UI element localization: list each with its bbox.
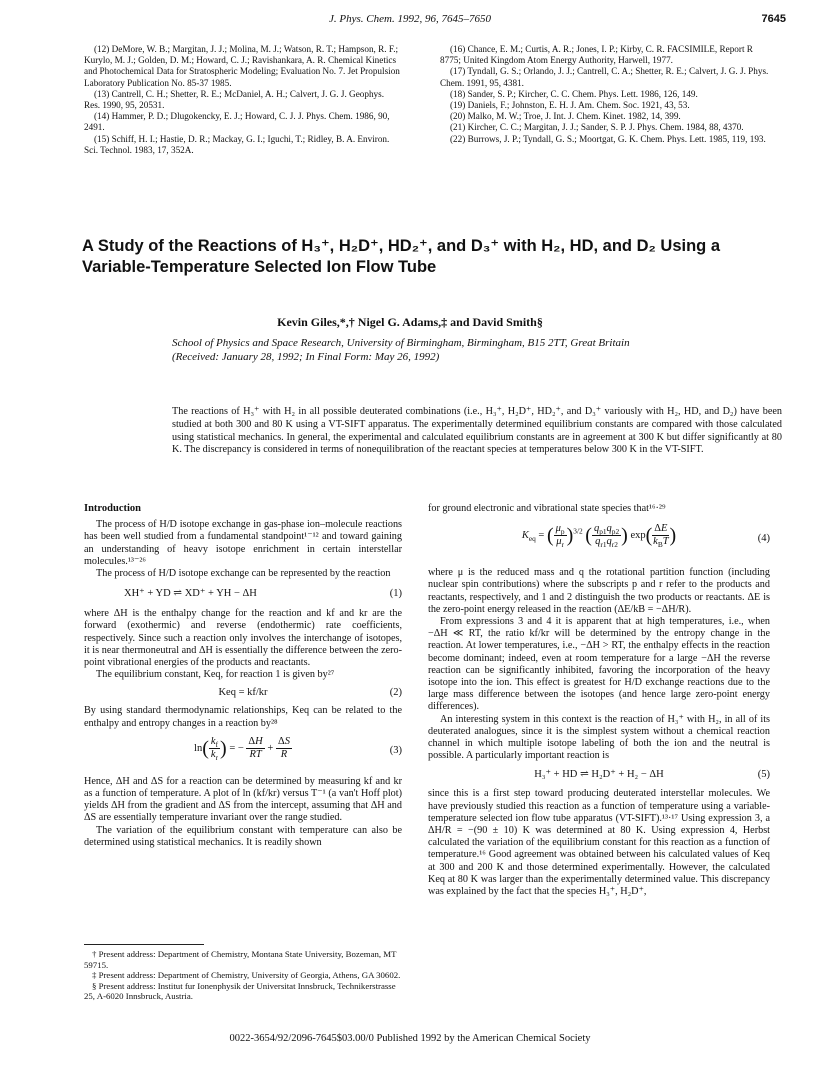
footnote: § Present address: Institut fur Ionenphysik der Universitat Innsbruck, Technikerstrasse 25, A-6020 Innsbruck, Austria. — [84, 980, 396, 1002]
reference-item: (14) Hammer, P. D.; Dlugokencky, E. J.; Howard, C. J. J. Phys. Chem. 1986, 90, 2491. — [84, 111, 390, 133]
equation-3 — [84, 730, 402, 776]
equation-number: (1) — [389, 588, 402, 600]
equation-body: Keq = kf/kr — [218, 687, 268, 699]
equation-body: H₃⁺ + HD ⇌ H₂D⁺ + H₂ − ΔH — [534, 769, 664, 781]
references-left — [84, 44, 402, 156]
author-list: Kevin Giles,*,† Nigel G. Adams,‡ and David Smith§ — [277, 315, 543, 329]
paragraph: The process of H/D isotope exchange can be represented by the reaction — [96, 568, 391, 580]
copyright-line: 0022-3654/92/2096-7645$03.00/0 Published 1992 by the American Chemical Society — [229, 1033, 591, 1044]
section-heading-introduction: Introduction — [84, 503, 141, 514]
reference-item: (18) Sander, S. P.; Kircher, C. C. Chem. Phys. Lett. 1986, 126, 149. — [450, 88, 698, 99]
equation-2 — [84, 681, 402, 705]
right-column — [428, 503, 770, 898]
paragraph: The variation of the equilibrium constant with temperature can also be determined using statistical mechanics. It is readily shown — [84, 824, 402, 848]
paragraph: for ground electronic and vibrational state species that¹⁶·²⁹ — [428, 503, 666, 514]
reference-item: (21) Kircher, C. C.; Margitan, J. J.; Sander, S. P. J. Phys. Chem. 1984, 88, 4370. — [450, 122, 744, 133]
equation-number: (5) — [757, 769, 770, 781]
running-head: J. Phys. Chem. 1992, 96, 7645–7650 — [329, 13, 491, 25]
footnote: † Present address: Department of Chemistry, Montana State University, Bozeman, MT 59715. — [84, 949, 397, 970]
reference-item: (13) Cantrell, C. H.; Shetter, R. E.; McDaniel, A. H.; Calvert, J. G. J. Geophys. Res. 1990, 95, 20531. — [84, 88, 385, 111]
footnotes — [84, 949, 402, 1002]
page-number: 7645 — [761, 13, 786, 25]
received-dates: (Received: January 28, 1992; In Final Form: May 26, 1992) — [172, 351, 440, 363]
paragraph: By using standard thermodynamic relationships, Keq can be related to the enthalpy and entropy changes in a reaction by²⁸ — [84, 705, 402, 729]
paragraph: An interesting system in this context is the reaction of H₃⁺ with H₂, in all of its deuterated analogues, since it is the simplest system without a chemical reaction channel in which multiple isotope labeling of both the ion and the neutral is possible. A particularly important reaction is — [428, 713, 770, 762]
reference-item: (16) Chance, E. M.; Curtis, A. R.; Jones, I. P.; Kirby, C. R. FACSIMILE, Report R 8775; United Kingdom Atom Energy Authority, Harwell, 1977. — [440, 44, 753, 66]
reference-item: (12) DeMore, W. B.; Margitan, J. J.; Molina, M. J.; Watson, R. T.; Hampson, R. F.; Kurylo, M. J.; Golden, D. M.; Howard, C. J.; Ravishankara, A. R. Chemical Kinetics and Photochemical Data for Stratospheric Modeling; Evaluation No. 7. Jet Propulsion Laboratory Publication No. 85-37 1985. — [84, 44, 400, 88]
equation-body: ln( $\frac{k_f}{k_r}$ ) = − $\frac{\Delta H}{RT}$ + $\frac{\Delta S}{R}$ — [194, 735, 290, 763]
equation-body: XH⁺ + YD ⇌ XD⁺ + YH − ΔH — [124, 588, 257, 600]
paragraph: where ΔH is the enthalpy change for the reaction and kf and kr are the forward (exothermic) and reverse (endothermic) rate coefficients, respectively. Since such a reaction only involves the interchange of isotopes, it is near thermoneutral and ΔH is essentially the difference between the zero-point vibrational energies of the products and reactants. — [84, 608, 402, 669]
paragraph: The equilibrium constant, Keq, for reaction 1 is given by²⁷ — [96, 669, 335, 681]
left-column — [84, 503, 402, 849]
equation-number: (2) — [389, 687, 402, 699]
reference-item: (22) Burrows, J. P.; Tyndall, G. S.; Moortgat, G. K. Chem. Phys. Lett. 1985, 119, 193. — [450, 133, 766, 144]
footnote: ‡ Present address: Department of Chemistry, University of Georgia, Athens, GA 30602. — [92, 970, 401, 981]
affiliation-block — [172, 336, 772, 364]
equation-number: (3) — [389, 744, 402, 756]
footnote-rule — [84, 944, 204, 945]
paragraph: since this is a first step toward producing deuterated interstellar molecules. We have previously studied this reaction as a function of temperature using a variable-temperature selected ion flow tube apparatus (VT-SIFT).¹³·¹⁷ Using expression 3, a ΔH/R = −(90 ± 10) K was determined at 80 K. Using expression 4, Herbst calculated the variation of the equilibrium constant for this reaction as a function of temperature.¹⁶ Good agreement was obtained between his calculated values of Keq at 300 and 200 K and those determined experimentally. However, the calculated Keq at 80 K was larger than the experimentally determined value. This discrepancy was explained by the fact that the species H₃⁺, H₂D⁺, — [428, 788, 770, 898]
reference-item: (19) Daniels, F.; Johnston, E. H. J. Am. Chem. Soc. 1921, 43, 53. — [450, 100, 690, 111]
reference-item: (17) Tyndall, G. S.; Orlando, J. J.; Cantrell, C. A.; Shetter, R. E.; Calvert, J. G. J. Phys. Chem. 1991, 95, 4381. — [440, 66, 769, 88]
reference-item: (15) Schiff, H. I.; Hastie, D. R.; Mackay, G. I.; Iguchi, T.; Ridley, B. A. Environ. Sci. Technol. 1983, 17, 352A. — [84, 133, 390, 155]
equation-body: $K_{eq}$ = ( $\frac{\mu_p}{\mu_r}$ )$^{3/2}$ ( $\frac{q_{p1}q_{p2}}{q_{r1}q_{r2}}$ ) exp( $\frac{\Delta E}{k_BT}$ ) — [521, 523, 677, 550]
equation-1 — [84, 580, 402, 608]
paragraph: The process of H/D isotope exchange in gas-phase ion–molecule reactions has been well studied from a fundamental standpoint¹⁻¹² and toward gaining an understanding of heavy isotope enrichment in certain interstellar molecules.¹³⁻²⁶ — [84, 519, 402, 567]
abstract: The reactions of H₃⁺ with H₂ in all possible deuterated combinations (i.e., H₃⁺, H₂D⁺, HD₂⁺, and D₃⁺ variously with H₂, HD, and D₂) have been studied at both 300 and 80 K using a VT-SIFT apparatus. The experimentally determined equilibrium constants are compared with those calculated using statistical mechanics. In general, the experimental and calculated equilibrium constants are in agreement at 300 K but differ significantly at 80 K. The discrepancy is considered in terms of nonequilibration of the reactant species at temperatures below 300 K in the VT-SIFT. — [172, 406, 782, 456]
paragraph: Hence, ΔH and ΔS for a reaction can be determined by measuring kf and kr as a function of temperature. A plot of ln (kf/kr) versus T⁻¹ (a van't Hoff plot) yields ΔH from the gradient and ΔS from the intercept, assuming that ΔH and ΔS are essentially temperature invariant over the range studied. — [84, 775, 402, 824]
equation-5 — [428, 762, 770, 788]
references-right — [440, 44, 770, 145]
equation-number: (4) — [757, 533, 770, 545]
paragraph: From expressions 3 and 4 it is apparent that at high temperatures, i.e., when −ΔH ≪ RT, the ratio kf/kr will be determined by the entropy change in the reaction. At lower temperatures, i.e., −ΔH > RT, the enthalpy effects in the reaction become dominant; indeed, even at room temperature for a large −ΔH the reverse reaction can be significantly inhibited, favoring the incorporation of the heavy isotope into the ion. This effect is greatest for H/D exchange reactions due to the large mass difference between the isotopes (and hence large zero-point energy differences). — [428, 616, 770, 713]
affiliation: School of Physics and Space Research, University of Birmingham, Birmingham, B15 2TT, Great Britain — [172, 337, 630, 349]
equation-4 — [428, 515, 770, 567]
paragraph: where μ is the reduced mass and q the rotational partition function (including nuclear spin contributions) where the subscripts p and r refer to the products and reactants, respectively, and 1 and 2 distinguish the two products or reactants. ΔE is the zero-point energy released in the reaction (ΔE/kB = −ΔH/R). — [428, 567, 770, 615]
article-title: A Study of the Reactions of H₃⁺, H₂D⁺, HD₂⁺, and D₃⁺ with H₂, HD, and D₂ Using a Variable-Temperature Selected Ion Flow Tube — [82, 237, 720, 276]
reference-item: (20) Malko, M. W.; Troe, J. Int. J. Chem. Kinet. 1982, 14, 399. — [450, 111, 681, 122]
